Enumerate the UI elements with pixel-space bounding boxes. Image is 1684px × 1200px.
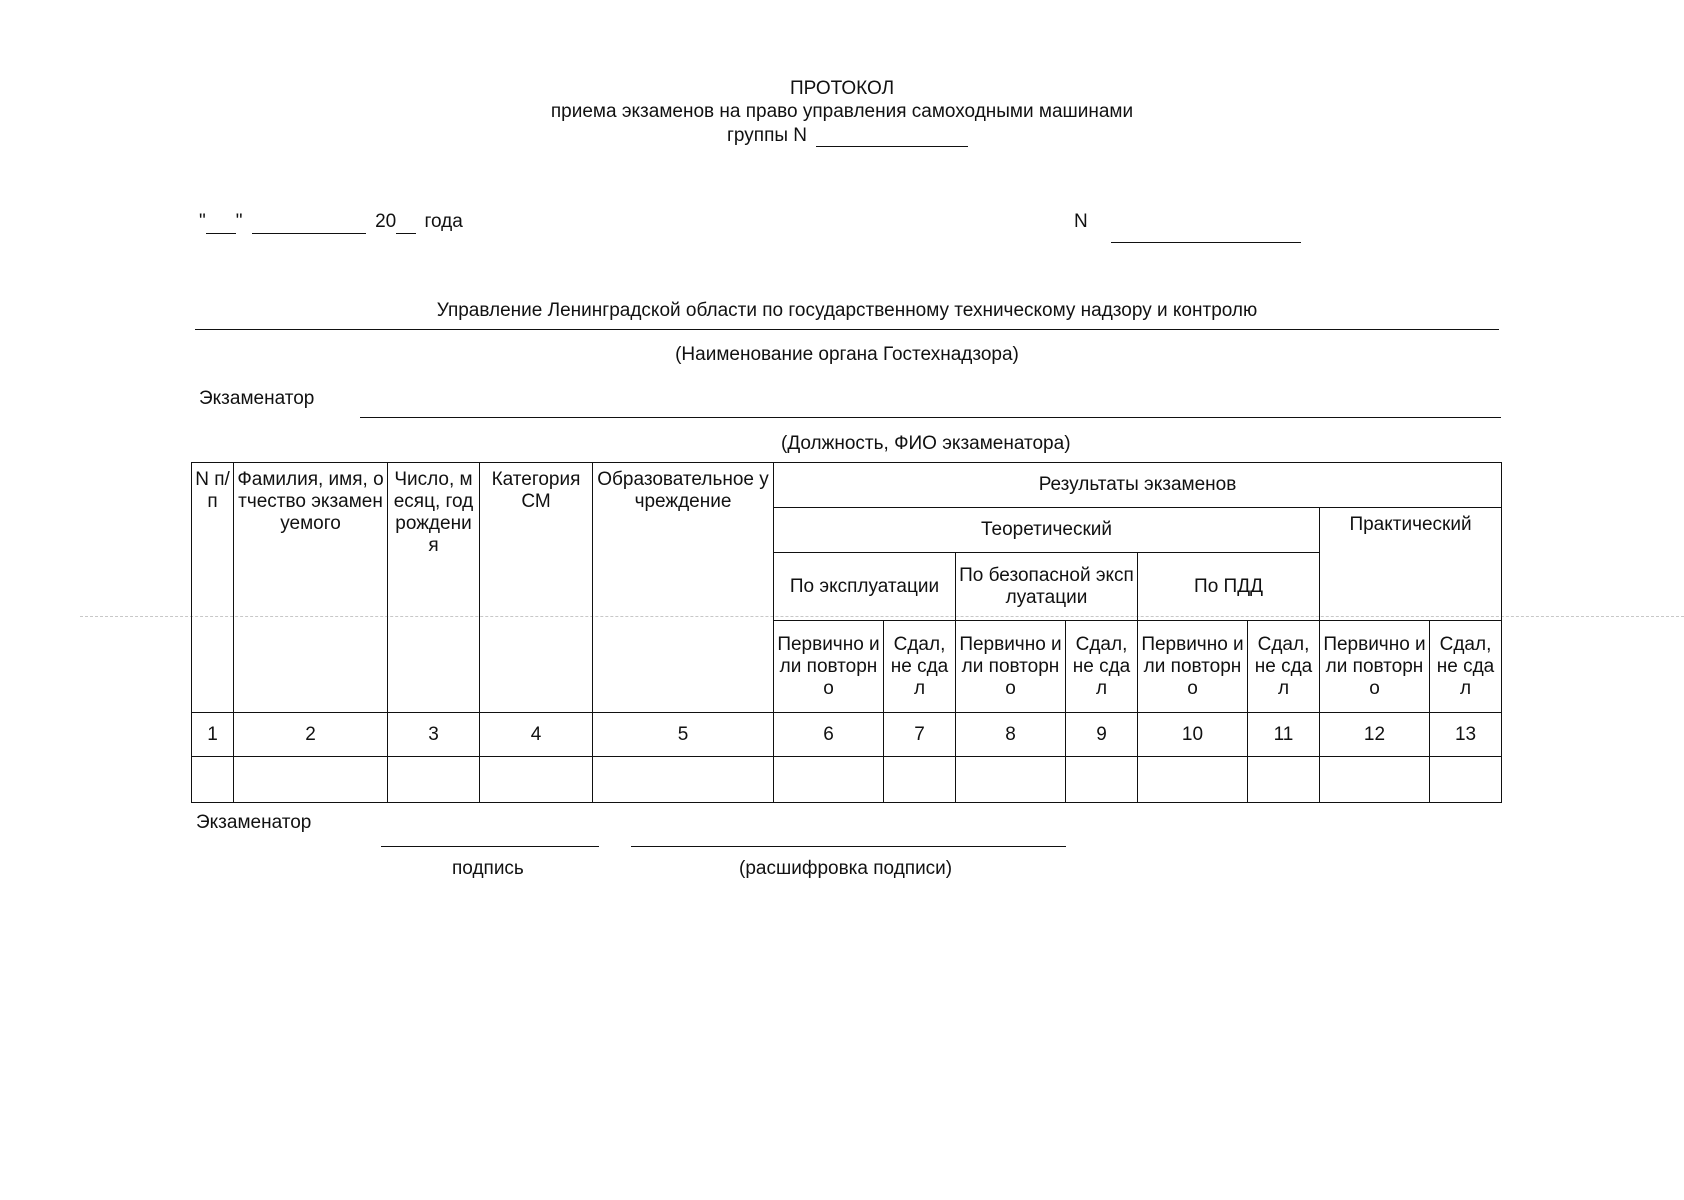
header-category: Категория СМ (480, 463, 593, 713)
col-number-9: 9 (1066, 713, 1138, 757)
document-subtitle: приема экзаменов на право управления самоходными машинами (550, 101, 1134, 122)
col-number-5: 5 (593, 713, 774, 757)
year-blank[interactable] (396, 215, 416, 234)
header-theory: Теоретический (774, 508, 1320, 553)
group-label: группы N (727, 125, 808, 146)
header-passed-13: Сдал, не сдал (1430, 621, 1502, 713)
col-number-10: 10 (1138, 713, 1248, 757)
footer-examiner-label: Экзаменатор (196, 812, 312, 833)
empty-data-row (192, 757, 1502, 803)
data-cell-4[interactable] (480, 757, 593, 803)
date-line (199, 210, 463, 234)
col-number-7: 7 (884, 713, 956, 757)
header-first-8: Первично или повторно (956, 621, 1066, 713)
header-passed-7: Сдал, не сдал (884, 621, 956, 713)
protocol-number-blank[interactable] (1111, 242, 1301, 243)
col-number-2: 2 (234, 713, 388, 757)
col-number-13: 13 (1430, 713, 1502, 757)
data-cell-13[interactable] (1430, 757, 1502, 803)
month-blank[interactable] (252, 215, 366, 234)
col-number-11: 11 (1248, 713, 1320, 757)
organization-name: Управление Ленинградской области по государственному техническому надзору и контролю (436, 300, 1258, 321)
col-number-6: 6 (774, 713, 884, 757)
signature-decode-blank[interactable] (631, 846, 1066, 847)
data-cell-1[interactable] (192, 757, 234, 803)
examiner-blank[interactable] (360, 417, 1501, 418)
data-cell-6[interactable] (774, 757, 884, 803)
header-practice: Практический (1320, 508, 1502, 621)
col-number-1: 1 (192, 713, 234, 757)
year-prefix: 20 (375, 211, 397, 232)
organization-underline (195, 329, 1499, 330)
data-cell-7[interactable] (884, 757, 956, 803)
header-birth: Число, месяц, год рождения (388, 463, 480, 713)
header-school: Образовательное учреждение (593, 463, 774, 713)
exam-results-table (191, 462, 1502, 803)
data-cell-3[interactable] (388, 757, 480, 803)
examiner-label: Экзаменатор (199, 388, 315, 409)
header-results: Результаты экзаменов (774, 463, 1502, 508)
data-cell-11[interactable] (1248, 757, 1320, 803)
header-sub-operation: По эксплуатации (774, 553, 956, 621)
signature-blank[interactable] (381, 846, 599, 847)
header-sub-safe-operation: По безопасной эксплуатации (956, 553, 1138, 621)
group-line (727, 124, 968, 147)
col-number-12: 12 (1320, 713, 1430, 757)
header-sub-traffic-rules: По ПДД (1138, 553, 1320, 621)
header-first-6: Первично или повторно (774, 621, 884, 713)
day-blank[interactable] (206, 215, 236, 234)
header-name: Фамилия, имя, отчество экзаменуемого (234, 463, 388, 713)
data-cell-10[interactable] (1138, 757, 1248, 803)
organization-caption: (Наименование органа Гостехнадзора) (675, 344, 1019, 365)
header-passed-9: Сдал, не сдал (1066, 621, 1138, 713)
quote-close: " (235, 211, 243, 232)
col-number-4: 4 (480, 713, 593, 757)
header-num: N п/п (192, 463, 234, 713)
header-passed-11: Сдал, не сдал (1248, 621, 1320, 713)
group-number-blank[interactable] (816, 128, 968, 147)
col-number-8: 8 (956, 713, 1066, 757)
year-suffix: года (424, 211, 463, 232)
data-cell-8[interactable] (956, 757, 1066, 803)
decode-caption: (расшифровка подписи) (739, 858, 953, 879)
header-first-12: Первично или повторно (1320, 621, 1430, 713)
col-number-3: 3 (388, 713, 480, 757)
signature-caption: подпись (452, 858, 524, 879)
data-cell-9[interactable] (1066, 757, 1138, 803)
data-cell-12[interactable] (1320, 757, 1430, 803)
examiner-caption: (Должность, ФИО экзаменатора) (781, 433, 1071, 454)
header-first-10: Первично или повторно (1138, 621, 1248, 713)
column-number-row (192, 713, 1502, 757)
data-cell-2[interactable] (234, 757, 388, 803)
header-row-results (192, 463, 1502, 508)
protocol-number-label: N (1074, 211, 1088, 232)
data-cell-5[interactable] (593, 757, 774, 803)
quote-open: " (199, 211, 206, 232)
document-title: ПРОТОКОЛ (789, 78, 895, 99)
